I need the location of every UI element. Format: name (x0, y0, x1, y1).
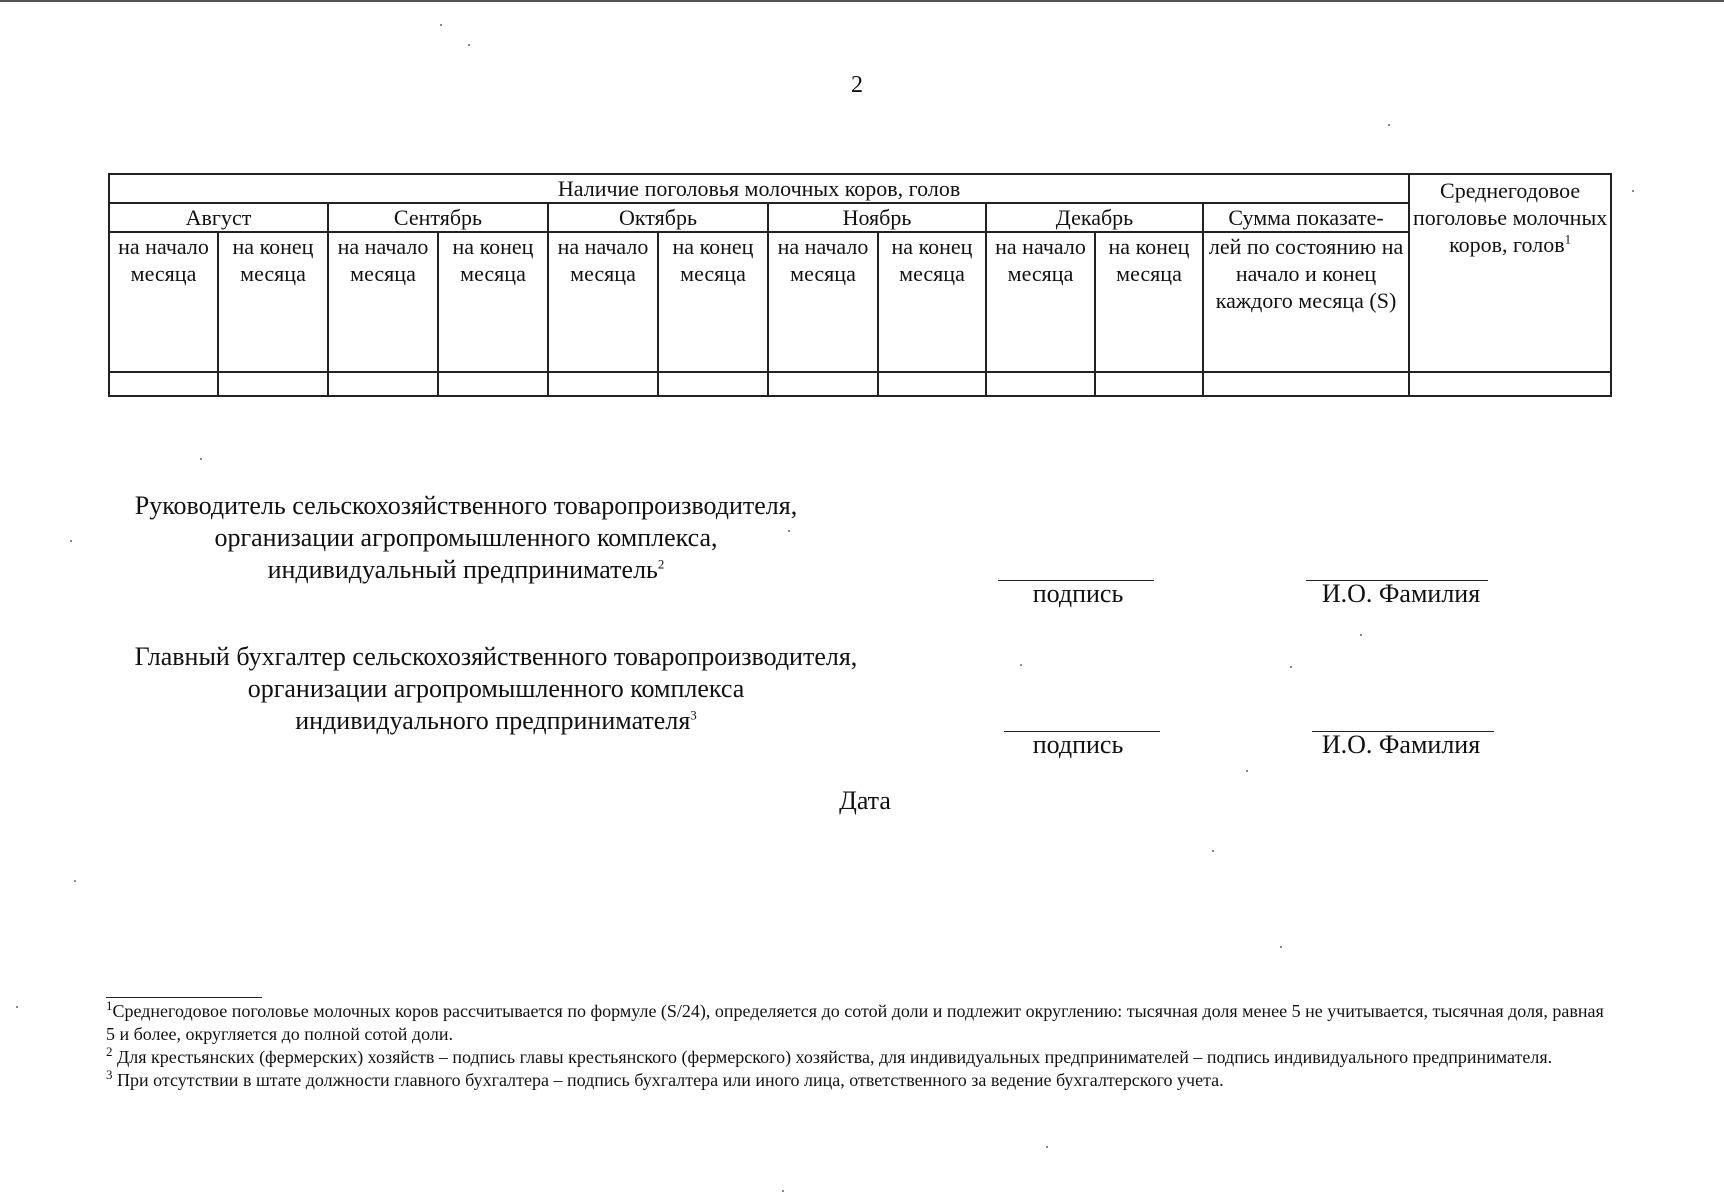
footnote-2-text: Для крестьянских (фермерских) хозяйств – подпись главы крестьянского (фермерского) хозяйства, для индивидуальных предпринимателей – подпись индивидуального предпринимателя. (117, 1047, 1553, 1067)
head-signature-caption: подпись (1032, 579, 1124, 608)
footnote-ref-3: 3 (690, 707, 697, 723)
scan-speck (1632, 190, 1634, 192)
month-header-december: Декабрь (986, 203, 1203, 232)
scan-speck (1046, 1146, 1048, 1148)
scan-speck (1290, 666, 1292, 668)
data-cell-october-end[interactable] (658, 372, 768, 396)
accountant-title-line2: организации агропромышленного комплекса (247, 674, 745, 703)
data-cell-december-end[interactable] (1095, 372, 1203, 396)
scan-speck (1280, 946, 1282, 948)
scan-speck (788, 530, 790, 532)
footnote-1-mark: 1 (106, 998, 113, 1013)
footnote-3-mark: 3 (106, 1067, 113, 1082)
average-herd-label: Среднегодовое поголовье молочных коров, голов (1412, 178, 1608, 257)
december-end-header: на конец месяца (1095, 232, 1203, 372)
scan-speck (440, 24, 442, 26)
sum-header-rest: лей по состоянию на начало и конец каждого месяца (S) (1203, 232, 1409, 372)
sum-header-top: Сумма показате- (1203, 203, 1409, 232)
accountant-name-caption: И.О. Фамилия (1321, 730, 1481, 759)
footnote-separator (106, 997, 262, 998)
head-title-line1: Руководитель сельскохозяйственного товаропроизводителя, (134, 491, 798, 520)
scan-speck (1020, 664, 1022, 666)
month-header-september: Сентябрь (328, 203, 548, 232)
october-end-header: на конец месяца (658, 232, 768, 372)
scan-speck (468, 44, 470, 46)
footnote-3 (106, 1069, 1616, 1092)
month-header-october: Октябрь (548, 203, 768, 232)
footnote-1-text: Среднегодовое поголовье молочных коров рассчитывается по формуле (S/24), определяется до сотой доли и подлежит округлению: тысячная доля менее 5 не учитывается, тысячная доля, равная 5 и более, округляется до полной сотой доли. (106, 1001, 1604, 1044)
footnote-1 (106, 1000, 1616, 1046)
november-start-header: на начало месяца (768, 232, 878, 372)
month-header-november: Ноябрь (768, 203, 986, 232)
scan-speck (70, 540, 72, 542)
august-start-header: на начало месяца (109, 232, 218, 372)
top-border (0, 0, 1724, 2)
scan-speck (1212, 850, 1214, 852)
footnote-2 (106, 1046, 1616, 1069)
data-cell-sum[interactable] (1203, 372, 1409, 396)
scan-speck (16, 1006, 18, 1008)
data-cell-november-end[interactable] (878, 372, 986, 396)
data-cell-october-start[interactable] (548, 372, 658, 396)
accountant-signature-caption: подпись (1032, 730, 1124, 759)
table-data-row (109, 372, 1611, 396)
data-cell-august-end[interactable] (218, 372, 328, 396)
head-title (106, 490, 826, 586)
head-title-line3-wrap (106, 554, 826, 586)
accountant-title-line3: индивидуального предпринимателя (295, 706, 691, 735)
page-number: 2 (851, 72, 863, 98)
table-group-header: Наличие поголовья молочных коров, голов (109, 174, 1409, 203)
scan-speck (200, 458, 202, 460)
footnote-3-text: При отсутствии в штате должности главного бухгалтера – подпись бухгалтера или иного лица, ответственного за ведение бухгалтерского учета. (117, 1070, 1224, 1090)
footnotes (106, 1000, 1616, 1092)
data-cell-average[interactable] (1409, 372, 1611, 396)
head-title-line3: индивидуальный предприниматель (267, 555, 658, 584)
august-end-header: на конец месяца (218, 232, 328, 372)
november-end-header: на конец месяца (878, 232, 986, 372)
footnote-ref-2: 2 (657, 556, 665, 572)
accountant-title (106, 641, 886, 737)
december-start-header: на начало месяца (986, 232, 1095, 372)
month-header-august: Август (109, 203, 328, 232)
scan-speck (782, 1190, 784, 1192)
september-start-header: на начало месяца (328, 232, 438, 372)
footnote-ref-1: 1 (1564, 231, 1572, 247)
accountant-title-line1: Главный бухгалтер сельскохозяйственного товаропроизводителя, (134, 642, 858, 671)
average-herd-header (1409, 174, 1611, 372)
october-start-header: на начало месяца (548, 232, 658, 372)
head-name-caption: И.О. Фамилия (1321, 579, 1481, 608)
data-cell-september-end[interactable] (438, 372, 548, 396)
date-label: Дата (839, 786, 891, 815)
footnote-2-mark: 2 (106, 1044, 113, 1059)
scan-speck (74, 880, 76, 882)
herd-table (108, 173, 1612, 397)
scan-speck (1246, 770, 1248, 772)
accountant-title-line3-wrap (106, 705, 886, 737)
data-cell-november-start[interactable] (768, 372, 878, 396)
scan-speck (1360, 634, 1362, 636)
data-cell-september-start[interactable] (328, 372, 438, 396)
scan-speck (1388, 124, 1390, 126)
data-cell-december-start[interactable] (986, 372, 1095, 396)
data-cell-august-start[interactable] (109, 372, 218, 396)
head-title-line2: организации агропромышленного комплекса, (214, 523, 718, 552)
september-end-header: на конец месяца (438, 232, 548, 372)
